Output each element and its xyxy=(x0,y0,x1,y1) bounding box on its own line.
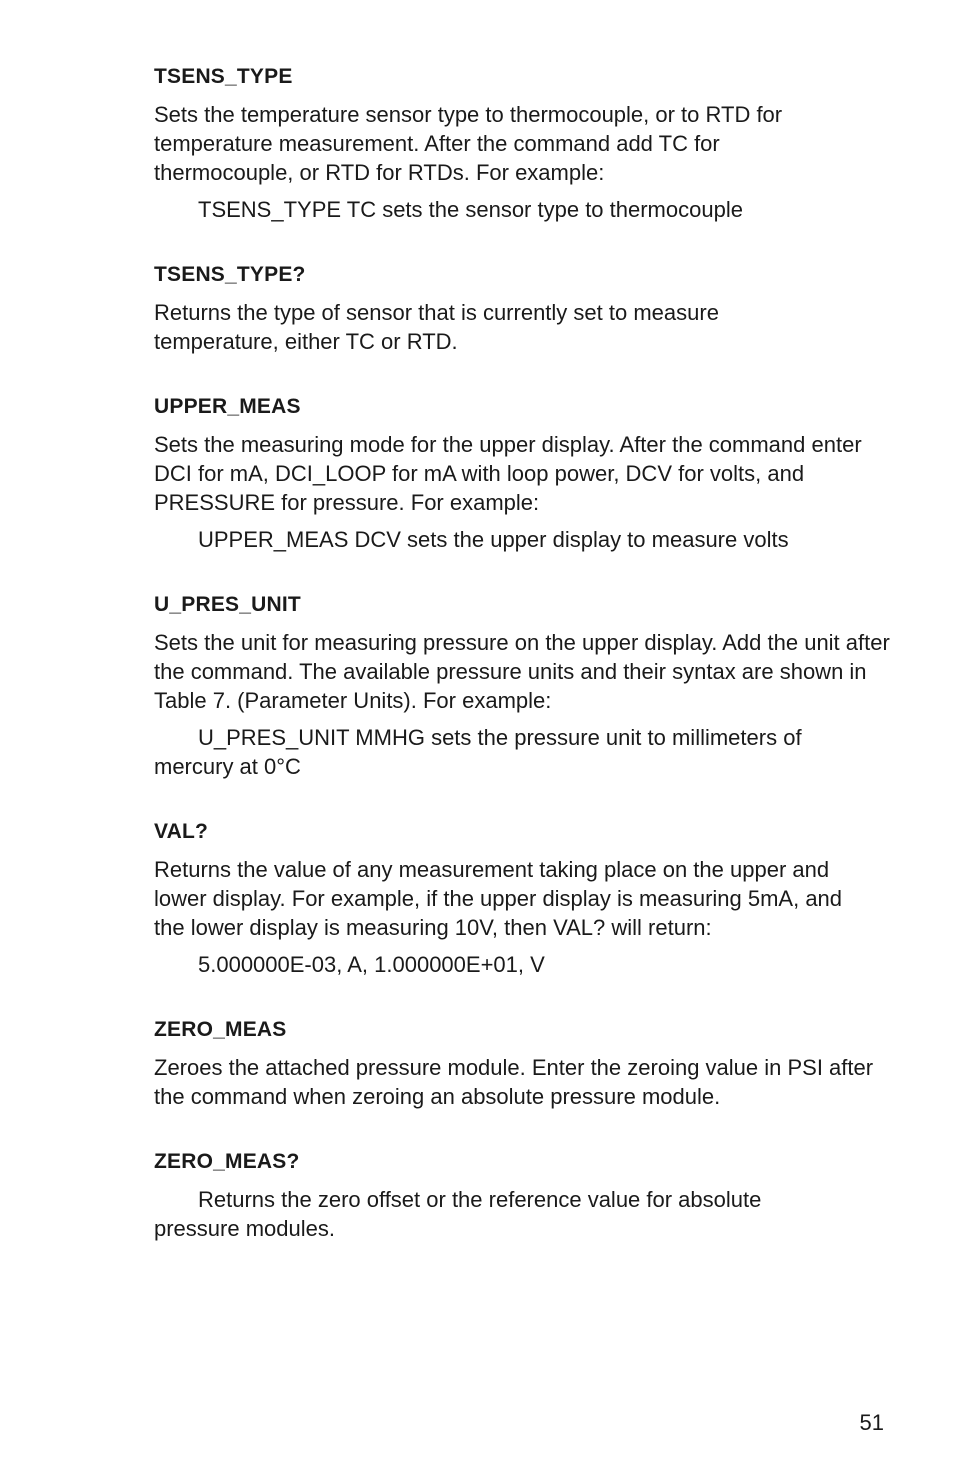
command-entry-u-pres-unit xyxy=(154,590,894,781)
command-heading: VAL? xyxy=(154,820,209,843)
command-heading: U_PRES_UNIT xyxy=(154,593,301,616)
command-description: Returns the type of sensor that is currently set to measure temperature, either TC or RTD. xyxy=(154,300,719,354)
manual-page-body xyxy=(154,62,894,1243)
command-description: Zeroes the attached pressure module. Enter the zeroing value in PSI after the command when zeroing an absolute pressure module. xyxy=(154,1055,874,1109)
command-entry-zero-meas xyxy=(154,1015,894,1111)
command-entry-val-query xyxy=(154,817,894,979)
command-heading: ZERO_MEAS? xyxy=(154,1150,300,1173)
page-number: 51 xyxy=(859,1410,884,1435)
command-description: Returns the value of any measurement taking place on the upper and lower display. For example, if the upper display is measuring 5mA, and the lower display is measuring 10V, then VAL? will return: xyxy=(154,857,843,940)
command-heading: ZERO_MEAS xyxy=(154,1018,287,1041)
command-example: UPPER_MEAS DCV sets the upper display to measure volts xyxy=(198,527,789,552)
command-entry-upper-meas xyxy=(154,392,894,554)
command-description: Sets the measuring mode for the upper display. After the command enter DCI for mA, DCI_LOOP for mA with loop power, DCV for volts, and PRESSURE for pressure. For example: xyxy=(154,432,862,515)
command-heading: UPPER_MEAS xyxy=(154,395,301,418)
command-description: Returns the zero offset or the reference value for absolute pressure modules. xyxy=(154,1187,762,1241)
command-example: U_PRES_UNIT MMHG sets the pressure unit to millimeters of mercury at 0°C xyxy=(154,725,802,779)
command-description: Sets the unit for measuring pressure on the upper display. Add the unit after the command. The available pressure units and their syntax are shown in Table 7. (Parameter Units). For example: xyxy=(154,630,890,713)
command-heading: TSENS_TYPE? xyxy=(154,263,306,286)
command-entry-zero-meas-query xyxy=(154,1147,894,1243)
command-entry-tsens-type xyxy=(154,62,894,224)
command-example: 5.000000E-03, A, 1.000000E+01, V xyxy=(198,952,545,977)
command-entry-tsens-type-query xyxy=(154,260,894,356)
command-example: TSENS_TYPE TC sets the sensor type to thermocouple xyxy=(198,197,743,222)
command-description: Sets the temperature sensor type to thermocouple, or to RTD for temperature measurement. After the command add TC for thermocouple, or RTD for RTDs. For example: xyxy=(154,102,783,185)
command-heading: TSENS_TYPE xyxy=(154,65,293,88)
